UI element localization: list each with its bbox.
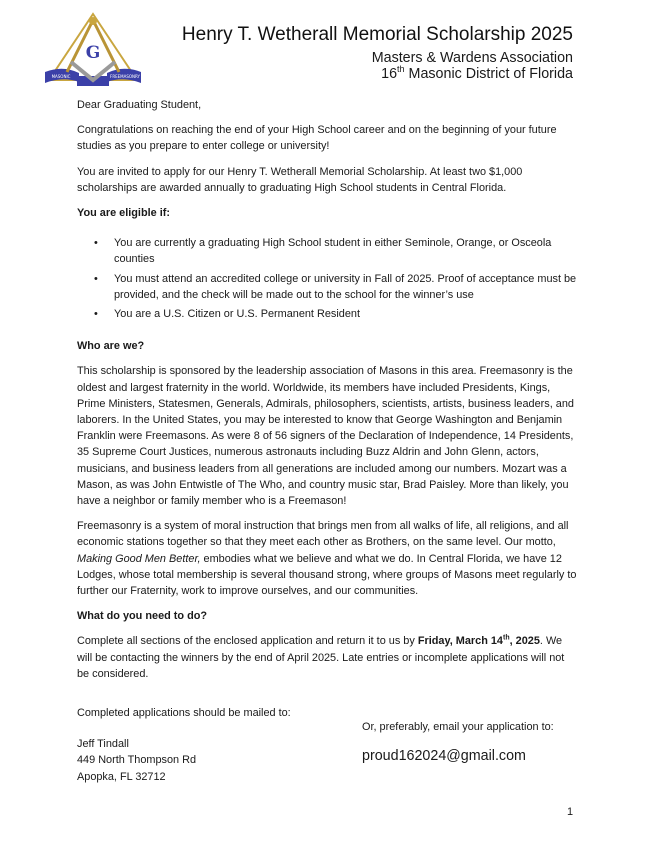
district-number: 16: [381, 66, 398, 83]
todo-paragraph: [77, 633, 577, 682]
bullet: •: [94, 272, 98, 285]
logo-letter-g: G: [85, 43, 101, 63]
motto: Making Good Men Better,: [77, 552, 201, 565]
bullet: •: [94, 237, 98, 250]
list-item: [77, 306, 577, 322]
letter-body: [77, 97, 577, 691]
logo-left-banner-text: MASONIC: [51, 74, 71, 79]
list-item: [77, 235, 577, 267]
who-heading: Who are we?: [77, 340, 145, 353]
mailing-address-block: [77, 705, 291, 785]
list-item: [77, 271, 577, 303]
email-address[interactable]: proud162024@gmail.com: [362, 748, 526, 765]
email-block: [362, 719, 554, 764]
moral-text-1: Freemasonry is a system of moral instruction that brings men from all walks of life, all religions, and all economic stations together so that they meet each other as Brothers, on the same level. Our motto,: [77, 520, 569, 549]
eligibility-text: You are currently a graduating High School student in either Seminole, Orange, or Osceola counties: [114, 237, 552, 266]
bullet: •: [94, 308, 98, 321]
email-label: Or, preferably, email your application to:: [362, 721, 554, 733]
association-name: Masters & Wardens Association: [371, 49, 573, 66]
address-street: 449 North Thompson Rd: [77, 754, 197, 767]
moral-text-2: embodies what we believe and what we do. In Central Florida, we have 12 Lodges, whose total membership is several thousand strong, where groups of Masons meet regularly to further our Fraternity, work to improve ourselves, and our communities.: [77, 552, 577, 598]
district-ordinal: th: [397, 64, 405, 75]
district-label: Masonic District of Florida: [404, 66, 573, 83]
logo-right-banner-text: FREEMASONRY: [110, 74, 140, 79]
scholarship-title: Henry T. Wetherall Memorial Scholarship 2025: [181, 24, 573, 45]
letterhead: [182, 24, 573, 83]
district-name: [182, 66, 573, 82]
masonic-square-compass-logo: [43, 10, 143, 95]
eligibility-list: [77, 235, 577, 322]
eligibility-text: You must attend an accredited college or university in Fall of 2025. Proof of acceptance must be provided, and the check will be made out to the school for the winner’s use: [114, 272, 577, 301]
address-name: Jeff Tindall: [77, 738, 129, 751]
todo-heading: What do you need to do?: [77, 610, 208, 623]
mail-label: Completed applications should be mailed to:: [77, 707, 291, 719]
who-paragraph: This scholarship is sponsored by the leadership association of Masons in this area. Freemasonry is the oldest and largest fraternity in the world. Worldwide, its members have included Presidents, Kings, Prime Ministers, Statesmen, Generals, Admirals, philosophers, scientists, artists, business leaders, and laborers. In the United States, you may be interested to know that George Washington and Benjamin Franklin were Freemasons. As were 8 of 56 signers of the Declaration of Independence, 14 Presidents, 35 Supreme Court Justices, numerous astronauts including Buzz Aldrin and John Glenn, actors, musicians, and business leaders from all generations are included among our numbers. Mozart was a Mason, as was John Entwistle of The Who, and country music star, Brad Paisley. More than likely, you have a neighbor or family member who is a Freemason!: [77, 365, 574, 508]
congratulations-paragraph: Congratulations on reaching the end of your High School career and on the beginning of your future studies as you prepare to enter college or university!: [77, 124, 557, 153]
deadline: Friday, March 14th, 2025: [417, 634, 540, 648]
address-city: Apopka, FL 32712: [77, 770, 166, 783]
todo-text-1: Complete all sections of the enclosed application and return it to us by: [77, 635, 418, 648]
page-number: 1: [567, 806, 574, 818]
todo-text-2: . We will be contacting the winners by the end of April 2025. Late entries or incomplete applications will not be considered.: [77, 635, 565, 680]
eligibility-text: You are a U.S. Citizen or U.S. Permanent Resident: [114, 308, 360, 321]
eligibility-heading: You are eligible if:: [77, 207, 170, 220]
moral-paragraph: [77, 518, 577, 599]
invitation-paragraph: You are invited to apply for our Henry T. Wetherall Memorial Scholarship. At least two $1,000 scholarships are awarded annually to graduating High School students in Central Florida.: [77, 165, 523, 194]
salutation: Dear Graduating Student,: [77, 99, 202, 111]
